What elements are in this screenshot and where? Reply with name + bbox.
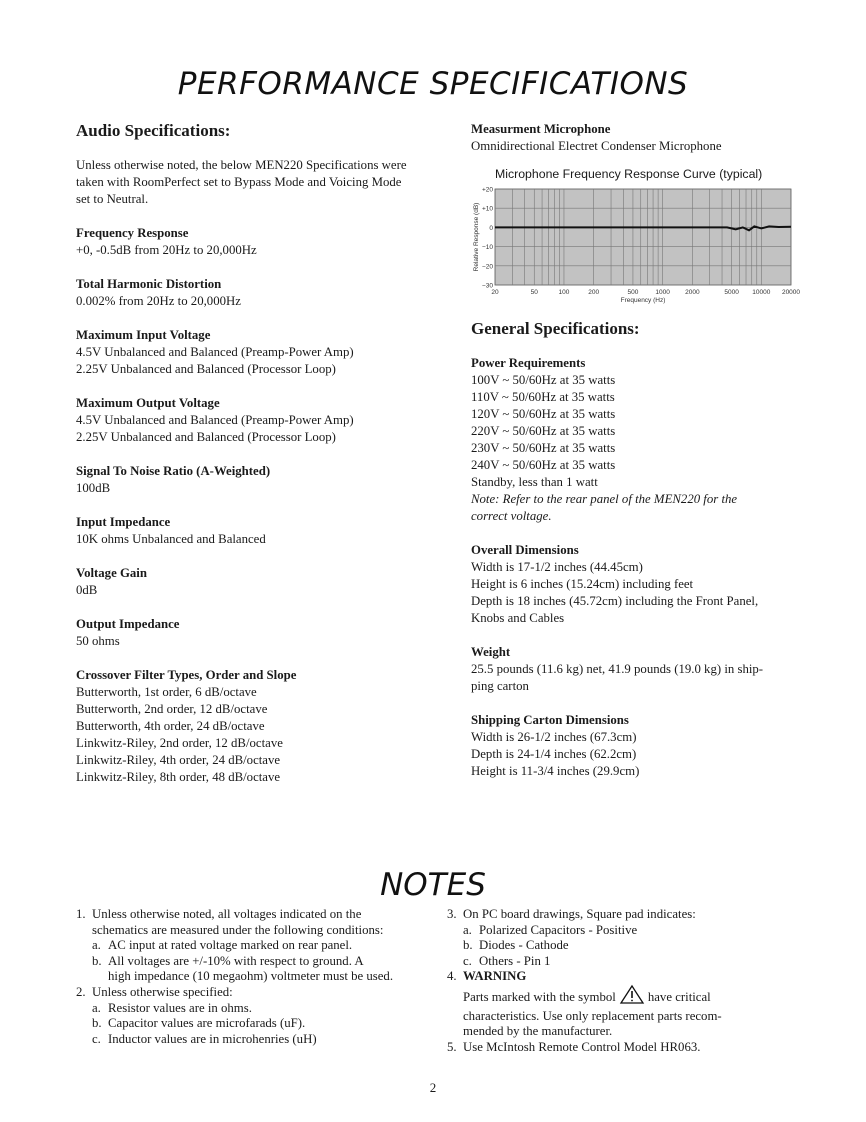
spec-value: +0, -0.5dB from 20Hz to 20,000Hz [76,243,257,257]
note-letter: b. [92,953,102,968]
spec-value: Linkwitz-Riley, 4th order, 24 dB/octave [76,753,281,767]
spec-value: Depth is 18 inches (45.72cm) including the Front Panel, [471,594,759,608]
x-axis-label: Frequency (Hz) [620,297,666,304]
note-subitem [76,1032,436,1048]
y-tick-label: −20 [481,263,493,271]
note-subitem [76,954,436,970]
spec-value: Butterworth, 1st order, 6 dB/octave [76,685,257,699]
chart-plot [471,181,801,307]
spec-value: 50 ohms [76,634,120,648]
spec-label: Maximum Input Voltage [76,328,211,342]
x-tick-label: 200 [588,289,600,296]
note-subtext: Inductor values are in microhenries (uH) [108,1031,317,1046]
spec-value: 4.5V Unbalanced and Balanced (Preamp-Power Amp) [76,413,354,427]
spec-value: 10K ohms Unbalanced and Balanced [76,532,266,546]
note-text: Use McIntosh Remote Control Model HR063. [463,1039,701,1054]
spec-label: Output Impedance [76,617,180,631]
spec-value: 2.25V Unbalanced and Balanced (Processor Loop) [76,430,336,444]
note-number: 2. [76,984,86,999]
x-tick-label: 500 [627,289,639,296]
spec-label: Power Requirements [471,356,586,370]
chart-title: Microphone Frequency Response Curve (typical) [495,167,763,181]
spec-label: Total Harmonic Distortion [76,277,222,291]
note-subitem [76,1016,436,1032]
spec-value: Knobs and Cables [471,611,565,625]
spec-value: Width is 17-1/2 inches (44.45cm) [471,560,643,574]
spec-value: Butterworth, 4th order, 24 dB/octave [76,719,265,733]
note-item [447,907,787,923]
note-subtext: Others - Pin 1 [479,953,551,968]
microphone-description: Omnidirectional Electret Condenser Microphone [471,139,722,153]
spec-value: Height is 11-3/4 inches (29.9cm) [471,764,640,778]
note-item [447,969,787,985]
note-text: Unless otherwise specified: [92,984,233,999]
note-text: schematics are measured under the following conditions: [92,922,384,937]
warning-label: WARNING [463,969,527,984]
spec-value: 0dB [76,583,98,597]
spec-value: Standby, less than 1 watt [471,475,598,489]
audio-intro-line: taken with RoomPerfect set to Bypass Mode and Voicing Mode [76,175,402,189]
warning-triangle-icon [620,985,644,1009]
note-subitem [447,923,787,939]
voltage-note: correct voltage. [471,509,552,523]
spec-label: Input Impedance [76,515,171,529]
x-tick-label: 10000 [752,289,771,296]
audio-specifications [76,121,436,786]
notes-left-column [76,907,436,1047]
spec-label: Overall Dimensions [471,543,579,557]
spec-value: Butterworth, 2nd order, 12 dB/octave [76,702,268,716]
right-column [471,121,811,780]
plot-area [495,189,791,285]
spec-value: ping carton [471,679,529,693]
note-item [447,1040,787,1056]
note-subitem [76,938,436,954]
spec-label: Crossover Filter Types, Order and Slope [76,668,297,682]
note-text: characteristics. Use only replacement parts recom- [463,1008,722,1023]
note-subtext: All voltages are +/-10% with respect to ground. A [108,953,364,968]
note-subtext: AC input at rated voltage marked on rear panel. [108,938,353,953]
x-tick-label: 5000 [724,289,739,296]
notes-title: NOTES [380,867,486,903]
y-tick-label: −30 [481,282,493,290]
spec-label: Shipping Carton Dimensions [471,713,629,727]
note-subitem [447,938,787,954]
spec-label: Frequency Response [76,226,189,240]
note-number: 5. [447,1039,457,1054]
voltage-note: Note: Refer to the rear panel of the MEN220 for the [471,492,738,506]
y-tick-label: 0 [489,224,493,232]
spec-value: 100dB [76,481,111,495]
note-number: 3. [447,907,457,921]
note-letter: a. [463,922,472,937]
note-text: On PC board drawings, Square pad indicates: [463,907,696,921]
x-tick-label: 2000 [685,289,700,296]
page-number: 2 [429,1080,437,1095]
note-subtext: Diodes - Cathode [479,938,569,953]
x-tick-label: 50 [530,289,538,296]
notes-right-column [447,907,787,1055]
spec-value: 25.5 pounds (11.6 kg) net, 41.9 pounds (19.0 kg) in ship- [471,662,764,676]
y-tick-label: +10 [481,205,493,213]
audio-intro-line: set to Neutral. [76,192,149,206]
x-tick-label: 1000 [655,289,670,296]
x-tick-label: 20000 [781,289,801,296]
spec-value: Depth is 24-1/4 inches (62.2cm) [471,747,637,761]
spec-value: Linkwitz-Riley, 2nd order, 12 dB/octave [76,736,283,750]
x-tick-label: 100 [558,289,570,296]
note-subitem [76,1001,436,1017]
warning-pre: Parts marked with the symbol [463,989,616,1004]
note-text: mended by the manufacturer. [463,1024,613,1039]
spec-value: Width is 26-1/2 inches (67.3cm) [471,730,637,744]
spec-value: Linkwitz-Riley, 8th order, 48 dB/octave [76,770,281,784]
note-letter: b. [463,938,473,953]
note-letter: b. [92,1016,102,1031]
warning-post: have critical [647,989,711,1004]
x-tick-label: 20 [491,289,499,296]
spec-label: Weight [471,645,511,659]
spec-label: Signal To Noise Ratio (A-Weighted) [76,464,271,478]
y-axis-label: Relative Response (dB) [473,202,480,272]
note-letter: c. [92,1031,101,1046]
spec-value: 230V ~ 50/60Hz at 35 watts [471,441,616,455]
note-number: 4. [447,969,457,984]
note-number: 1. [76,907,86,921]
audio-heading: Audio Specifications: [76,121,231,140]
y-tick-label: −10 [481,244,493,252]
spec-value: 110V ~ 50/60Hz at 35 watts [471,390,615,404]
microphone-label: Measurment Microphone [471,122,611,136]
note-subtext: Capacitor values are microfarads (uF). [108,1016,306,1031]
spec-value: 120V ~ 50/60Hz at 35 watts [471,407,616,421]
note-letter: a. [92,1000,101,1015]
note-letter: c. [463,953,472,968]
spec-value: 2.25V Unbalanced and Balanced (Processor Loop) [76,362,336,376]
spec-value: 100V ~ 50/60Hz at 35 watts [471,373,616,387]
note-letter: a. [92,938,101,953]
spec-value: 220V ~ 50/60Hz at 35 watts [471,424,616,438]
note-subtext: Polarized Capacitors - Positive [479,922,638,937]
frequency-response-chart [473,167,811,307]
spec-label: Maximum Output Voltage [76,396,220,410]
spec-value: Height is 6 inches (15.24cm) including feet [471,577,694,591]
page-title: PERFORMANCE SPECIFICATIONS [177,66,689,102]
note-subtext: Resistor values are in ohms. [108,1000,252,1015]
note-subitem [447,954,787,970]
general-heading: General Specifications: [471,319,640,338]
note-text: Unless otherwise noted, all voltages indicated on the [92,907,362,921]
warning-line [447,985,787,1009]
spec-value: 0.002% from 20Hz to 20,000Hz [76,294,241,308]
audio-intro-line: Unless otherwise noted, the below MEN220 Specifications were [76,158,407,172]
note-subtext: high impedance (10 megaohm) voltmeter must be used. [108,969,394,984]
spec-value: 4.5V Unbalanced and Balanced (Preamp-Power Amp) [76,345,354,359]
note-item [76,985,436,1001]
spec-label: Voltage Gain [76,566,147,580]
y-tick-label: +20 [481,186,493,194]
note-item [76,907,436,923]
spec-value: 240V ~ 50/60Hz at 35 watts [471,458,616,472]
